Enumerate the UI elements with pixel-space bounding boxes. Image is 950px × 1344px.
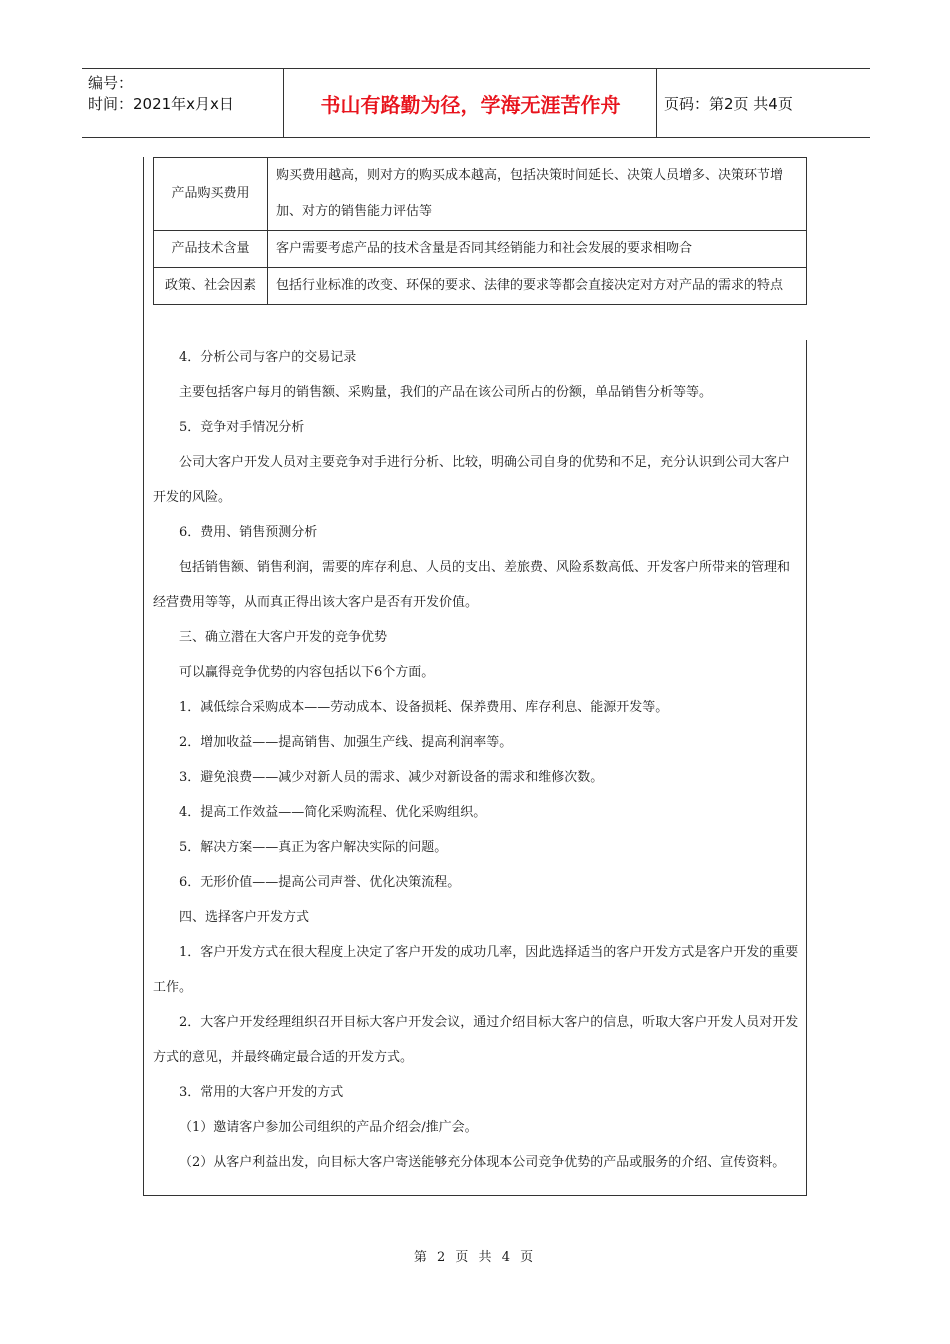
header-divider [656,69,657,137]
body-content [153,340,801,1180]
list-item: 6．无形价值——提高公司声誉、优化决策流程。 [179,875,461,890]
table-row [154,231,807,268]
table-row-label: 政策、社会因素 [154,268,268,305]
table-row-text: 购买费用越高，则对方的购买成本越高，包括决策时间延长、决策人员增多、决策环节增加、对方的销售能力评估等 [268,158,807,231]
list-item: 3．避免浪费——减少对新人员的需求、减少对新设备的需求和维修次数。 [179,770,604,785]
paragraph: 可以赢得竞争优势的内容包括以下6个方面。 [179,665,435,680]
paragraph: 公司大客户开发人员对主要竞争对手进行分析、比较，明确公司自身的优势和不足，充分认识到公司大客户开发的风险。 [153,455,791,505]
document-number-label: 编号： [88,74,134,92]
page-footer: 第 2 页 共 4 页 [413,1250,537,1265]
header-page-label: 页码：第2页 共4页 [664,94,793,113]
header-divider [283,69,284,137]
list-item: （1）邀请客户参加公司组织的产品介绍会/推广会。 [179,1120,478,1135]
frame-right-border [806,340,807,1196]
table-row [154,268,807,305]
document-date-label: 时间：2021年x月x日 [88,95,234,113]
section-heading: 三、确立潜在大客户开发的竞争优势 [179,630,388,645]
list-item: （2）从客户利益出发，向目标大客户寄送能够充分体现本公司竞争优势的产品或服务的介绍、宣传资料。 [179,1155,786,1170]
header-meta [88,73,234,115]
table-row-label: 产品技术含量 [154,231,268,268]
list-item: 5．解决方案——真正为客户解决实际的问题。 [179,840,448,855]
table-row-text: 包括行业标准的改变、环保的要求、法律的要求等都会直接决定对方对产品的需求的特点 [268,268,807,305]
frame-bottom-border [143,1195,807,1196]
list-item: 4．提高工作效益——简化采购流程、优化采购组织。 [179,805,487,820]
list-item: 2．大客户开发经理组织召开目标大客户开发会议，通过介绍目标大客户的信息，听取大客户开发人员对开发方式的意见，并最终确定最合适的开发方式。 [153,1015,799,1065]
paragraph: 包括销售额、销售利润，需要的库存利息、人员的支出、差旅费、风险系数高低、开发客户所带来的管理和经营费用等等，从而真正得出该大客户是否有开发价值。 [153,560,791,610]
section-heading: 四、选择客户开发方式 [179,910,310,925]
paragraph: 主要包括客户每月的销售额、采购量，我们的产品在该公司所占的份额，单品销售分析等等。 [179,385,713,400]
factor-table [153,157,807,305]
frame-left-border [143,157,144,1196]
section-heading: 6．费用、销售预测分析 [179,525,318,540]
section-heading: 4．分析公司与客户的交易记录 [179,350,357,365]
list-item: 1．减低综合采购成本——劳动成本、设备损耗、保养费用、库存利息、能源开发等。 [179,700,669,715]
list-item: 2．增加收益——提高销售、加强生产线、提高利润率等。 [179,735,513,750]
table-row [154,158,807,231]
header-motto: 书山有路勤为径，学海无涯苦作舟 [320,92,621,117]
page-header [82,68,870,138]
table-row-text: 客户需要考虑产品的技术含量是否同其经销能力和社会发展的要求相吻合 [268,231,807,268]
table-row-label: 产品购买费用 [154,158,268,231]
section-heading: 5．竞争对手情况分析 [179,420,305,435]
list-item: 1．客户开发方式在很大程度上决定了客户开发的成功几率，因此选择适当的客户开发方式是客户开发的重要工作。 [153,945,799,995]
section-heading: 3．常用的大客户开发的方式 [179,1085,344,1100]
